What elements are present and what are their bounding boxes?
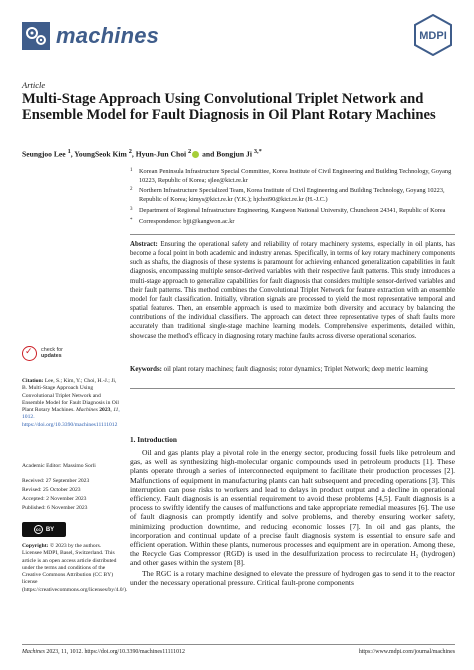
- section-heading: 1. Introduction: [130, 435, 177, 444]
- keywords: [130, 365, 455, 374]
- divider: [130, 234, 455, 235]
- accepted-date: Accepted: 2 November 2023: [22, 496, 87, 502]
- abstract: [130, 240, 455, 341]
- citation-label: Citation:: [22, 378, 44, 384]
- check-updates-line1: check for: [41, 347, 63, 353]
- affiliation-number: 1: [130, 168, 133, 173]
- author-list: Seungjoo Lee $^1$, YoungSeok Kim $^2$, Hyun-Jun Choi $^2$ and Bongjun Ji $^{3,*}$: [22, 148, 262, 159]
- affiliation-item: [130, 187, 455, 204]
- copyright-label: Copyright:: [22, 543, 49, 549]
- citation: Citation: Lee, S.; Kim, Y.; Choi, H.-J.; Ji, B. Multi-Stage Approach Using Convolutional Triplet Network and Ensemble Model for Fault Diagnosis in Oil Plant Rotary Machines. Machines 2023, 11, 1012. https://doi.org/10.3390/machines11111012: [22, 378, 120, 428]
- journal-logo-icon: [22, 22, 50, 50]
- orcid-icon[interactable]: [192, 151, 199, 158]
- footer-doi[interactable]: 2023, 11, 1012. https://doi.org/10.3390/machines11111012: [44, 649, 185, 655]
- affiliation-text: Correspondence: bjji@kangwon.ac.kr: [139, 217, 235, 225]
- keywords-text: oil plant rotary machines; fault diagnosis; rotor dynamics; Triplet Network; deep metric learning: [163, 366, 428, 373]
- affiliation-number: *: [130, 217, 133, 223]
- author-name[interactable]: Seungjoo Lee: [22, 149, 66, 159]
- affiliation-text: Northern Infrastructure Specialized Team, Korea Institute of Civil Engineering and Building Technology, Goyang 10223, Republic of Korea; kimys@kict.re.kr (Y.K.); hjchoi90@kict.re.kr (H.-J.C.): [139, 187, 445, 204]
- svg-text:MDPI: MDPI: [419, 30, 447, 42]
- copyright: [22, 543, 128, 594]
- divider: [130, 388, 455, 389]
- citation-text: Lee, S.; Kim, Y.; Choi, H.-J.; Ji, B. Multi-Stage Approach Using Convolutional Triplet Network and Ensemble Model for Fault Diagnosis in Oil Plant Rotary Machines.: [22, 378, 119, 414]
- mdpi-logo-icon: [412, 14, 454, 56]
- paragraph: The RGC is a rotary machine designed to elevate the pressure of hydrogen gas to send it to the reactor under the necessary operational pressure. Critical fault-prone components: [130, 568, 455, 587]
- journal-name: machines: [56, 23, 160, 48]
- article-type: Article: [22, 80, 46, 90]
- affiliation-item: [130, 168, 455, 185]
- academic-editor: Academic Editor: Massimo Sorli: [22, 463, 96, 469]
- author-name[interactable]: Hyun-Jun Choi: [135, 149, 187, 159]
- keywords-label: Keywords:: [130, 366, 162, 373]
- cc-by-label: BY: [45, 526, 55, 533]
- footer-citation: [22, 649, 185, 655]
- received-date: Received: 27 September 2023: [22, 478, 90, 484]
- published-date: Published: 6 November 2023: [22, 505, 88, 511]
- affiliation-item: [130, 218, 455, 227]
- citation-volume: 11: [113, 407, 119, 414]
- author-conjunction: and: [202, 149, 215, 159]
- affiliation-number: 3: [130, 206, 133, 212]
- citation-journal: Machines: [76, 407, 98, 414]
- citation-doi-link[interactable]: , 1012. https://doi.org/10.3390/machines11111012: [22, 407, 120, 428]
- author-sup: 2: [188, 148, 192, 155]
- check-tick-icon: ✓: [25, 347, 33, 357]
- affiliations: [130, 168, 455, 228]
- paragraph: Oil and gas plants play a pivotal role in the energy sector, producing fossil fuels like petroleum and gas, as well as synthesizing high-molecular organic compounds used in petroleum products [1]. These plants operate through a series of interconnected equipment to facilitate their production processes [2]. Malfunctions of equipment in manufacturing plants can halt subsequent and preceding operations [3]. This interruption can pose risks to workers and lead to delays in product output and a decline in operational efficiency. Fault diagnosis is an essential requirement to avoid these problems [4,5]. Fault diagnosis is a process to swiftly identify the causes of malfunctions and take appropriate remedial measures [6]. The use of fault diagnosis can promptly identify and solve problems, and thereby ensuring worker safety, minimizing production downtime, and reducing economic losses [7]. In oil and gas plants, the incorporation and continual update of a precise fault diagnosis system is essential to ensure safe and efficient operation. Within these plants, numerous processes and equipment are in operation. Among these, the Recycle Gas Compressor (RGD) is used in the desulfurization process to recirculate H₂ (hydrogen) and other gases within the system [8].: [130, 448, 455, 568]
- cc-icon: cc: [35, 527, 41, 532]
- affiliation-item: [130, 207, 455, 216]
- affiliation-number: 2: [130, 187, 133, 193]
- abstract-text: Ensuring the operational safety and reliability of rotary machinery systems, especially in oil plants, has become a focal point in both academic and industry arenas. Specifically, in terms of key rotary machinery components such as shafts, the diagnosis of these systems is paramount for achieving enhanced generalization capabilities in fault diagnosis, encompassing multiple sensor-derived variables with their respective fault patterns. This study introduces a multi-stage approach to generalize capabilities for fault diagnosis that considers multiple sensor-derived variables and their fault patterns. This method combines the Convolutional Triplet Network for feature extraction with an ensemble model for fault classification. Initially, vibration signals are processed to yield the most representative temporal and spatial features. Then, an ensemble approach is used to maximize both diversity and accuracy by balancing the contributions of the individual classifiers. The approach can detect three representative types of shaft faults more accurately than traditional single-stage machine learning models. Comprehensive experiments, detailed within, showcase the method's efficacy in diagnosing rotary machine faults across diverse operational scenarios.: [130, 241, 455, 340]
- footer-journal: Machines: [22, 649, 45, 655]
- author-sup: 2: [128, 148, 132, 155]
- check-updates-label: [41, 347, 63, 359]
- affiliation-text: Department of Regional Infrastructure Engineering, Kangwon National University, Chuncheon 24341, Republic of Korea: [139, 206, 446, 214]
- check-updates-line2: updates: [41, 353, 62, 359]
- footer-divider: [22, 644, 455, 645]
- author-sup: 1: [67, 148, 71, 155]
- author-name[interactable]: Bongjun Ji: [216, 149, 252, 159]
- citation-year: 2023: [99, 407, 111, 414]
- author-sup: 3,*: [253, 148, 262, 155]
- affiliation-text: Korean Peninsula Infrastructure Special Committee, Korea Institute of Civil Engineering and Building Technology, Goyang 10223, Republic of Korea; sjlee@kict.re.kr: [139, 168, 452, 184]
- paper-title: Multi-Stage Approach Using Convolutional Triplet Network and Ensemble Model for Fault Diagnosis in Oil Plant Rotary Machines: [22, 91, 436, 123]
- footer-url[interactable]: https://www.mdpi.com/journal/machines: [358, 649, 455, 655]
- cc-license-badge[interactable]: [22, 522, 66, 537]
- copyright-text: © 2023 by the authors. Licensee MDPI, Basel, Switzerland. This article is an open access article distributed under the terms and conditions of the Creative Commons Attribution (CC BY) license (https://creativecommons.org/licenses/by/4.0/).: [22, 543, 128, 593]
- abstract-label: Abstract:: [130, 241, 158, 248]
- revised-date: Revised: 25 October 2023: [22, 487, 81, 493]
- introduction-body: [130, 448, 455, 587]
- check-for-updates-button[interactable]: [22, 346, 102, 372]
- author-name[interactable]: YoungSeok Kim: [74, 149, 127, 159]
